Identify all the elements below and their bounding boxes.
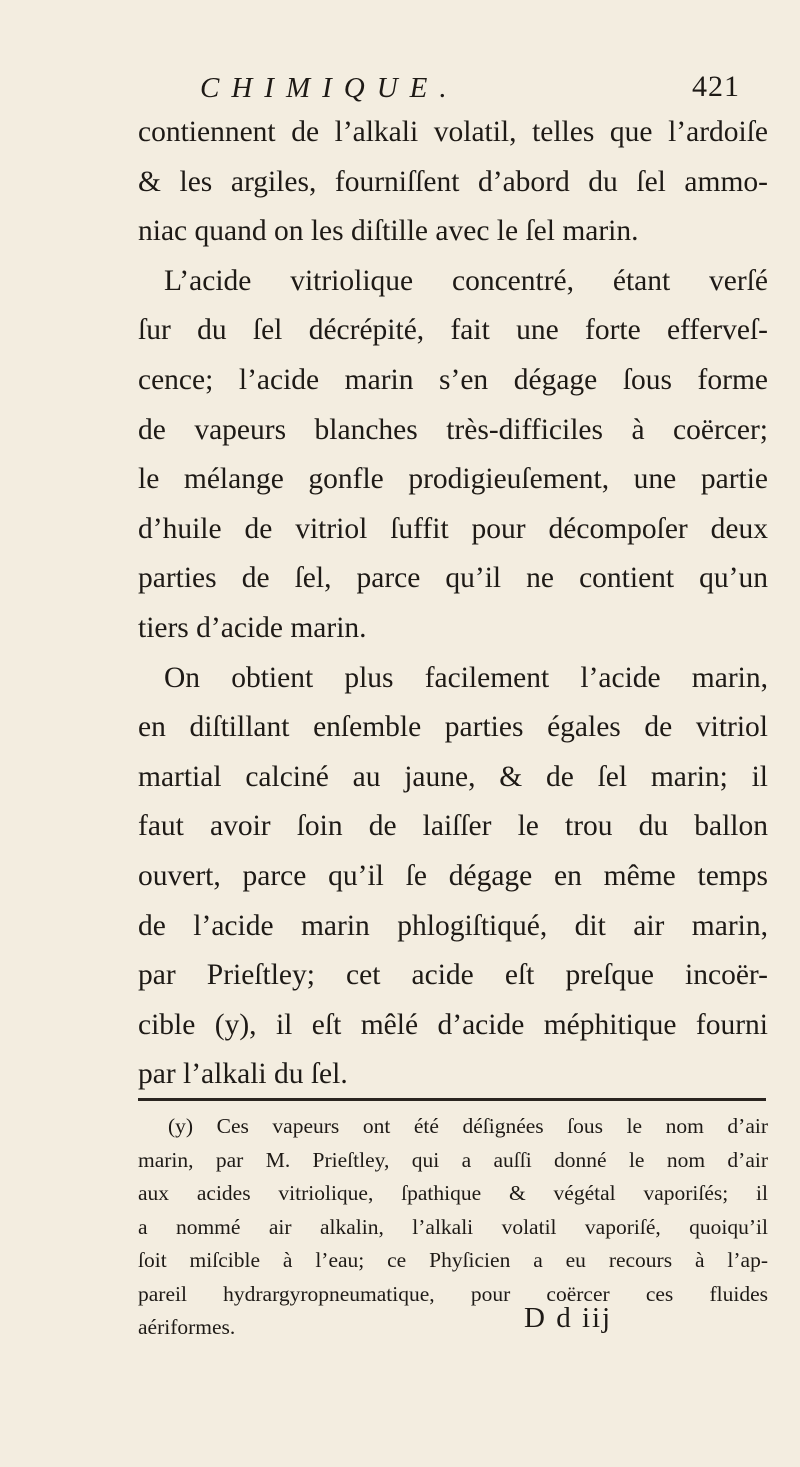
running-title: CHIMIQUE. <box>200 72 459 104</box>
text-line: On obtient plus facilement l’acide marin, <box>164 661 768 694</box>
text-line: faut avoir ſoin de laiſſer le trou du ballon <box>138 810 768 843</box>
page-number: 421 <box>692 70 740 103</box>
text-line: de l’acide marin phlogiſtiqué, dit air marin, <box>138 909 768 942</box>
footnote-line: (y) Ces vapeurs ont été déſignées ſous le nom d’air <box>168 1114 768 1138</box>
text-line: le mélange gonfle prodigieuſement, une partie <box>138 463 768 496</box>
text-line: L’acide vitriolique concentré, étant verſé <box>164 264 768 297</box>
text-line: cible (y), il eſt mêlé d’acide méphitique fourni <box>138 1008 768 1041</box>
footnote-line: marin, par M. Prieſtley, qui a auſſi donné le nom d’air <box>138 1147 768 1172</box>
main-text <box>138 108 768 1100</box>
text-line: de vapeurs blanches très-difficiles à coërcer; <box>138 413 768 446</box>
footnote-divider <box>138 1098 766 1101</box>
text-line: parties de ſel, parce qu’il ne contient qu’un <box>138 562 768 595</box>
footnote-line: ſoit miſcible à l’eau; ce Phyſicien a eu recours à l’ap- <box>138 1248 768 1272</box>
text-line: par l’alkali du ſel. <box>138 1058 348 1091</box>
text-line: en diſtillant enſemble parties égales de vitriol <box>138 711 768 744</box>
footnote-line: aux acides vitriolique, ſpathique & végétal vaporiſés; il <box>138 1181 768 1205</box>
footnote-line: a nommé air alkalin, l’alkali volatil vaporiſé, quoiqu’il <box>138 1214 768 1239</box>
text-line: par Prieſtley; cet acide eſt preſque incoër- <box>138 959 768 992</box>
footnote-line: aériformes. <box>138 1315 236 1339</box>
footnote-line: pareil hydrargyropneumatique, pour coërcer ces fluides <box>138 1281 768 1306</box>
text-line: martial calciné au jaune, & de ſel marin; il <box>138 760 768 793</box>
text-line: ouvert, parce qu’il ſe dégage en même temps <box>138 859 768 892</box>
text-line: d’huile de vitriol ſuffit pour décompoſer deux <box>138 512 768 545</box>
signature-mark: D d iij <box>524 1302 613 1334</box>
text-line: niac quand on les diſtille avec le ſel marin. <box>138 215 639 248</box>
text-line: tiers d’acide marin. <box>138 611 367 644</box>
text-line: ſur du ſel décrépité, fait une forte efferveſ- <box>138 314 768 347</box>
text-line: contiennent de l’alkali volatil, telles que l’ardoiſe <box>138 116 768 148</box>
text-line: & les argiles, fourniſſent d’abord du ſel ammo- <box>138 165 768 198</box>
footnote <box>138 1110 768 1345</box>
text-line: cence; l’acide marin s’en dégage ſous forme <box>138 363 768 396</box>
